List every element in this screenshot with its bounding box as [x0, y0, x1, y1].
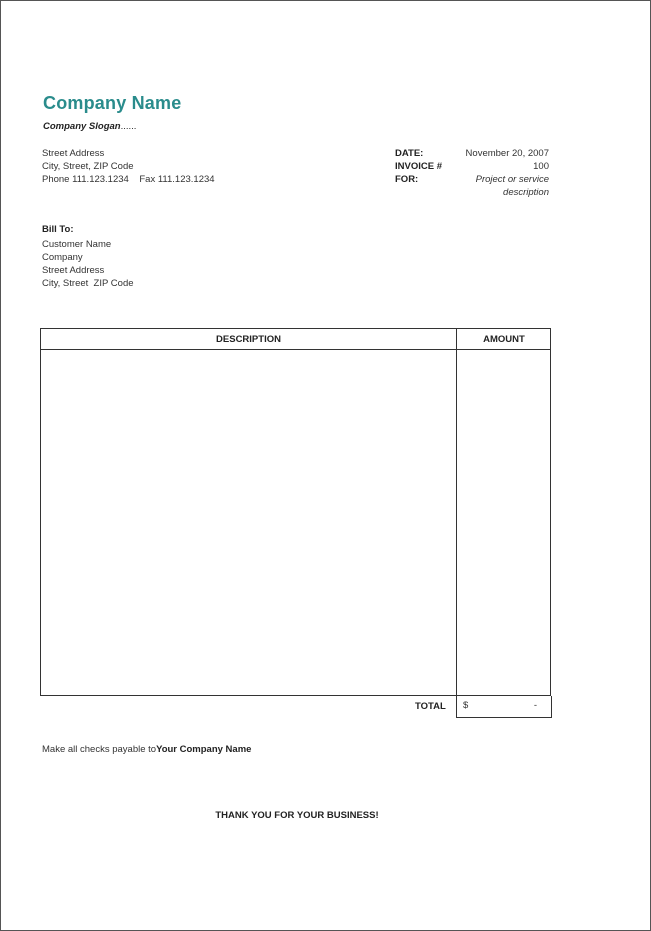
for-label: FOR: — [395, 174, 419, 185]
total-value: - — [533, 700, 537, 711]
bill-to-company: Company — [42, 252, 83, 263]
items-table — [40, 328, 551, 696]
checks-prefix: Make all checks payable to — [42, 744, 157, 755]
sender-city: City, Street, ZIP Code — [42, 161, 134, 172]
company-name: Company Name — [43, 93, 182, 113]
table-header-rule — [41, 349, 550, 350]
bill-to-label: Bill To: — [42, 224, 74, 235]
bill-to-city: City, Street ZIP Code — [42, 278, 134, 289]
checks-company-name: Your Company Name — [156, 744, 252, 755]
total-currency: $ — [463, 700, 469, 711]
date-label: DATE: — [395, 148, 424, 159]
date-value: November 20, 2007 — [465, 148, 549, 159]
total-box — [456, 696, 552, 718]
sender-phone-fax: Phone 111.123.1234 Fax 111.123.1234 — [42, 174, 215, 185]
company-slogan — [43, 121, 136, 132]
column-header-description: DESCRIPTION — [216, 334, 281, 345]
bill-to-street: Street Address — [42, 265, 105, 276]
slogan-text: Company Slogan — [43, 121, 121, 132]
total-label: TOTAL — [415, 701, 446, 712]
sender-street: Street Address — [42, 148, 105, 159]
checks-payable-note — [42, 744, 251, 755]
bill-to-customer-name: Customer Name — [42, 239, 112, 250]
thank-you-message: THANK YOU FOR YOUR BUSINESS! — [215, 810, 379, 821]
slogan-dots: ...... — [120, 121, 137, 132]
for-value-line2: description — [503, 187, 549, 198]
invoice-number-value: 100 — [533, 161, 549, 172]
invoice-number-label: INVOICE # — [395, 161, 442, 172]
column-header-amount: AMOUNT — [483, 334, 525, 345]
for-value-line1: Project or service — [475, 174, 549, 185]
table-column-divider — [456, 329, 457, 695]
